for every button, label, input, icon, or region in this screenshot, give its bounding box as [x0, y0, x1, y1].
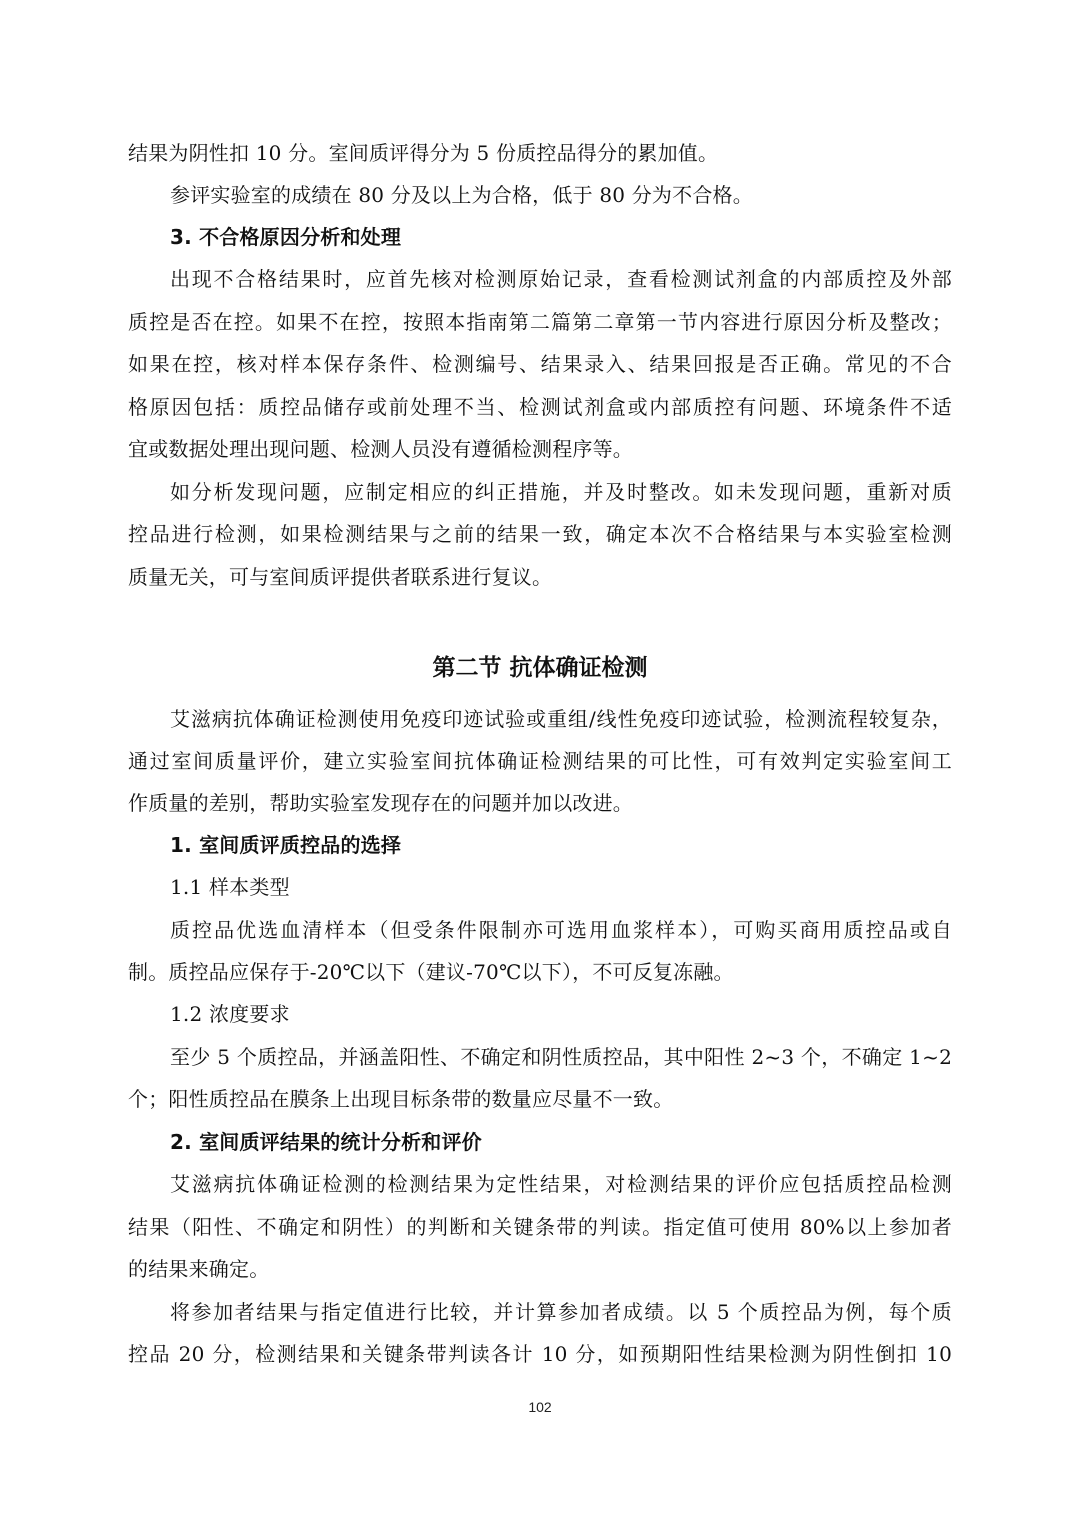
paragraph-line: 宜或数据处理出现问题、检测人员没有遵循检测程序等。: [128, 437, 633, 461]
paragraph-line: 控品进行检测，如果检测结果与之前的结果一致，确定本次不合格结果与本实验室检测: [128, 522, 952, 546]
paragraph-line: 至少 5 个质控品，并涵盖阳性、不确定和阴性质控品，其中阳性 2~3 个，不确定 1~2: [170, 1045, 952, 1069]
paragraph-line: 通过室间质量评价，建立实验室间抗体确证检测结果的可比性，可有效判定实验室间工: [128, 749, 952, 773]
section-title: 第二节 抗体确证检测: [432, 655, 648, 681]
paragraph-line: 结果为阴性扣 10 分。室间质评得分为 5 份质控品得分的累加值。: [128, 141, 719, 165]
subheading: 2. 室间质评结果的统计分析和评价: [170, 1130, 482, 1154]
paragraph-line: 作质量的差别，帮助实验室发现存在的问题并加以改进。: [128, 791, 633, 815]
paragraph-line: 参评实验室的成绩在 80 分及以上为合格，低于 80 分为不合格。: [170, 183, 753, 207]
subheading: 3. 不合格原因分析和处理: [170, 225, 402, 249]
paragraph-line: 制。质控品应保存于-20℃以下（建议-70℃以下），不可反复冻融。: [128, 960, 734, 984]
paragraph-line: 质控是否在控。如果不在控，按照本指南第二篇第二章第一节内容进行原因分析及整改；: [128, 310, 952, 334]
paragraph-line: 格原因包括：质控品储存或前处理不当、检测试剂盒或内部质控有问题、环境条件不适: [128, 395, 952, 419]
paragraph-line: 艾滋病抗体确证检测使用免疫印迹试验或重组/线性免疫印迹试验，检测流程较复杂，: [170, 707, 952, 731]
subheading: 1.2 浓度要求: [170, 1002, 290, 1026]
page-number: 102: [528, 1399, 552, 1415]
paragraph-line: 结果（阳性、不确定和阴性）的判断和关键条带的判读。指定值可使用 80%以上参加者: [128, 1215, 952, 1239]
paragraph-line: 质量无关，可与室间质评提供者联系进行复议。: [128, 565, 553, 589]
paragraph-line: 艾滋病抗体确证检测的检测结果为定性结果，对检测结果的评价应包括质控品检测: [170, 1172, 952, 1196]
paragraph-line: 控品 20 分，检测结果和关键条带判读各计 10 分，如预期阳性结果检测为阴性倒扣 10: [128, 1342, 952, 1366]
paragraph-line: 如分析发现问题，应制定相应的纠正措施，并及时整改。如未发现问题，重新对质: [170, 480, 952, 504]
paragraph-line: 的结果来确定。: [128, 1257, 270, 1281]
paragraph-line: 如果在控，核对样本保存条件、检测编号、结果录入、结果回报是否正确。常见的不合: [128, 352, 952, 376]
paragraph-line: 出现不合格结果时，应首先核对检测原始记录，查看检测试剂盒的内部质控及外部: [170, 267, 952, 291]
subheading: 1.1 样本类型: [170, 875, 290, 899]
paragraph-line: 将参加者结果与指定值进行比较，并计算参加者成绩。以 5 个质控品为例，每个质: [170, 1300, 952, 1324]
paragraph-line: 质控品优选血清样本（但受条件限制亦可选用血浆样本），可购买商用质控品或自: [170, 918, 952, 942]
paragraph-line: 个；阳性质控品在膜条上出现目标条带的数量应尽量不一致。: [128, 1087, 674, 1111]
subheading: 1. 室间质评质控品的选择: [170, 833, 402, 857]
